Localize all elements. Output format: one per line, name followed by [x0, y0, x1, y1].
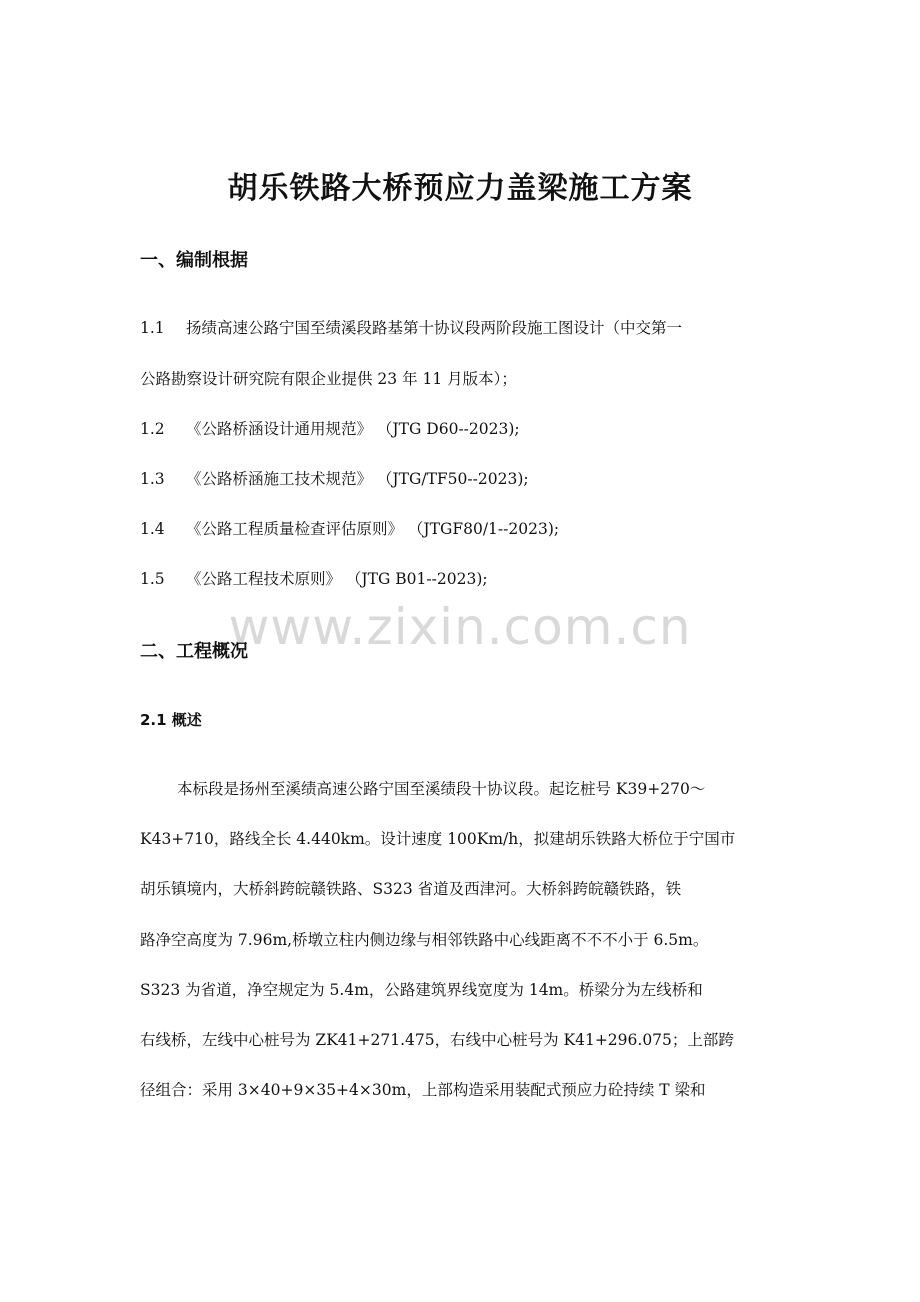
- item-text: 《公路桥涵设计通用规范》 （JTG D60--2023);: [186, 420, 520, 438]
- list-item-continuation: 公路勘察设计研究院有限企业提供 23 年 11 月版本）；: [140, 370, 517, 388]
- paragraph-line: 本标段是扬州至溪绩高速公路宁国至溪绩段十协议段。起讫桩号 K39+270～: [177, 780, 706, 798]
- paragraph-line: S323 为省道，净空规定为 5.4m，公路建筑界线宽度为 14m。桥梁分为左线桥和: [140, 981, 703, 999]
- paragraph-line: 路净空高度为 7.96m,桥墩立柱内侧边缘与相邻铁路中心线距离不不不小于 6.5m。: [140, 931, 709, 949]
- subsection-heading: 2.1 概述: [140, 711, 202, 729]
- list-item: [140, 417, 520, 439]
- item-text: 《公路工程技术原则》 （JTG B01--2023);: [186, 570, 488, 588]
- list-item: [140, 517, 559, 539]
- section-heading-basis: 一、编制根据: [140, 250, 248, 271]
- item-number: 1.5: [140, 570, 165, 588]
- item-number: 1.3: [140, 470, 165, 488]
- paragraph-line: 右线桥，左线中心桩号为 ZK41+271.475，右线中心桩号为 K41+296.075；上部跨: [140, 1031, 734, 1049]
- item-text: 《公路桥涵施工技术规范》 （JTG/TF50--2023);: [186, 470, 529, 488]
- item-number: 1.1: [140, 319, 165, 337]
- list-item: [140, 567, 488, 589]
- list-item: [140, 316, 682, 338]
- document-title: 胡乐铁路大桥预应力盖梁施工方案: [227, 171, 693, 206]
- watermark: www.zixin.com.cn: [228, 598, 692, 656]
- paragraph-line: K43+710，路线全长 4.440km。设计速度 100Km/h，拟建胡乐铁路大桥位于宁国市: [140, 830, 736, 848]
- item-number: 1.2: [140, 420, 165, 438]
- paragraph-line: 胡乐镇境内，大桥斜跨皖赣铁路、S323 省道及西津河。大桥斜跨皖赣铁路，铁: [140, 880, 682, 898]
- item-number: 1.4: [140, 520, 165, 538]
- item-text: 扬绩高速公路宁国至绩溪段路基第十协议段两阶段施工图设计（中交第一: [186, 319, 683, 337]
- paragraph-line: 径组合：采用 3×40+9×35+4×30m，上部构造采用装配式预应力砼持续 T 梁和: [140, 1081, 706, 1099]
- list-item: [140, 467, 529, 489]
- section-heading-overview: 二、工程概况: [140, 641, 248, 662]
- item-text: 《公路工程质量检查评估原则》 （JTGF80/1--2023);: [186, 520, 560, 538]
